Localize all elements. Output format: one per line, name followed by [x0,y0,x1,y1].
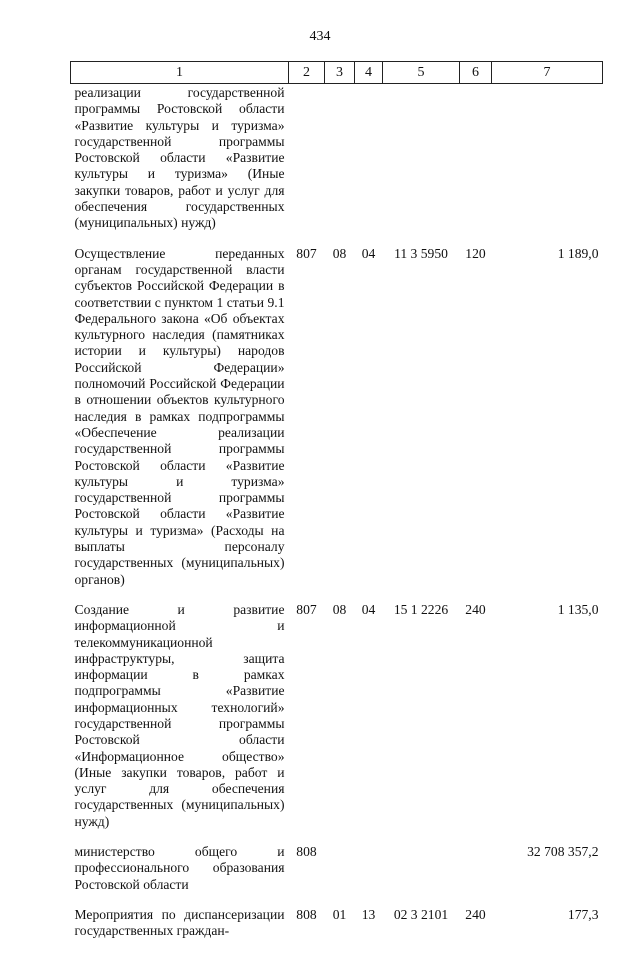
row-name: Создание и развитие информационной и телекоммуникационной инфраструктуры, защита информации в рамках подпрограммы «Развитие информационных технологий» государственной программы Ростовской области «Информационное общество» (Иные закупки товаров, работ и услуг для обеспечения государственных (муниципальных) нужд) [74,601,285,829]
row-csr: 15 1 2226 [393,601,449,617]
row-vr: 120 [465,245,486,261]
row-rz: 01 [332,906,347,922]
row-amount: 1 135,0 [557,601,599,617]
row-ved [289,84,325,246]
row-name: Мероприятия по диспансеризации государственных граждан- [74,906,285,939]
row-name: Осуществление переданных органам государственной власти субъектов Российской Федерации в соответствии с пунктом 1 статьи 9.1 Федерального закона «Об объектах культурного наследия (памятниках истории и культуры) народов Российской Федерации» полномочий Российской Федерации в отношении объектов культурного наследия в рамках подпрограммы «Обеспечение реализации государственной программы Ростовской области «Развитие культуры и туризма» государственной программы Ростовской области «Развитие культуры и туризма» (Расходы на выплаты персоналу государственных (муниципальных) органов) [74,245,285,587]
row-csr: 02 3 2101 [393,906,449,922]
col-header-name: 1 [71,62,289,84]
row-ved: 807 [296,245,317,261]
row-csr [383,84,460,246]
row-rz: 08 [332,601,347,617]
row-pr: 04 [361,601,376,617]
row-csr: 11 3 5950 [394,245,448,261]
col-header-pr: 4 [355,62,383,84]
row-csr [383,844,460,907]
row-rz [325,84,355,246]
col-header-rz: 3 [325,62,355,84]
row-ved: 808 [296,844,317,860]
row-name: министерство общего и профессионального образования Ростовской области [74,844,285,892]
row-rz [325,844,355,907]
table-row [71,602,603,844]
row-ved: 807 [296,601,317,617]
row-amount: 32 708 357,2 [527,844,599,860]
row-pr [355,84,383,246]
row-amount: 177,3 [567,906,599,922]
row-pr: 13 [361,906,376,922]
row-rz: 08 [332,245,347,261]
col-header-csr: 5 [383,62,460,84]
row-vr: 240 [465,906,486,922]
row-pr: 04 [361,245,376,261]
col-header-vr: 6 [460,62,492,84]
col-header-ved: 2 [289,62,325,84]
table-row [71,844,603,907]
row-vr [460,84,492,246]
row-pr [355,844,383,907]
page-number: 434 [309,29,331,44]
row-amount [492,84,603,246]
budget-table [70,61,603,954]
header-row [71,62,603,84]
row-amount: 1 189,0 [557,245,599,261]
row-name: реализации государственной программы Ростовской области «Развитие культуры и туризма» государственной программы Ростовской области «Развитие культуры и туризма» (Иные закупки товаров, работ и услуг для обеспечения государственных (муниципальных) нужд) [74,85,285,231]
table-row [71,246,603,602]
table-row [71,907,603,954]
row-ved: 808 [296,906,317,922]
row-vr [460,844,492,907]
col-header-amount: 7 [492,62,603,84]
table-row [71,84,603,246]
row-vr: 240 [465,601,486,617]
